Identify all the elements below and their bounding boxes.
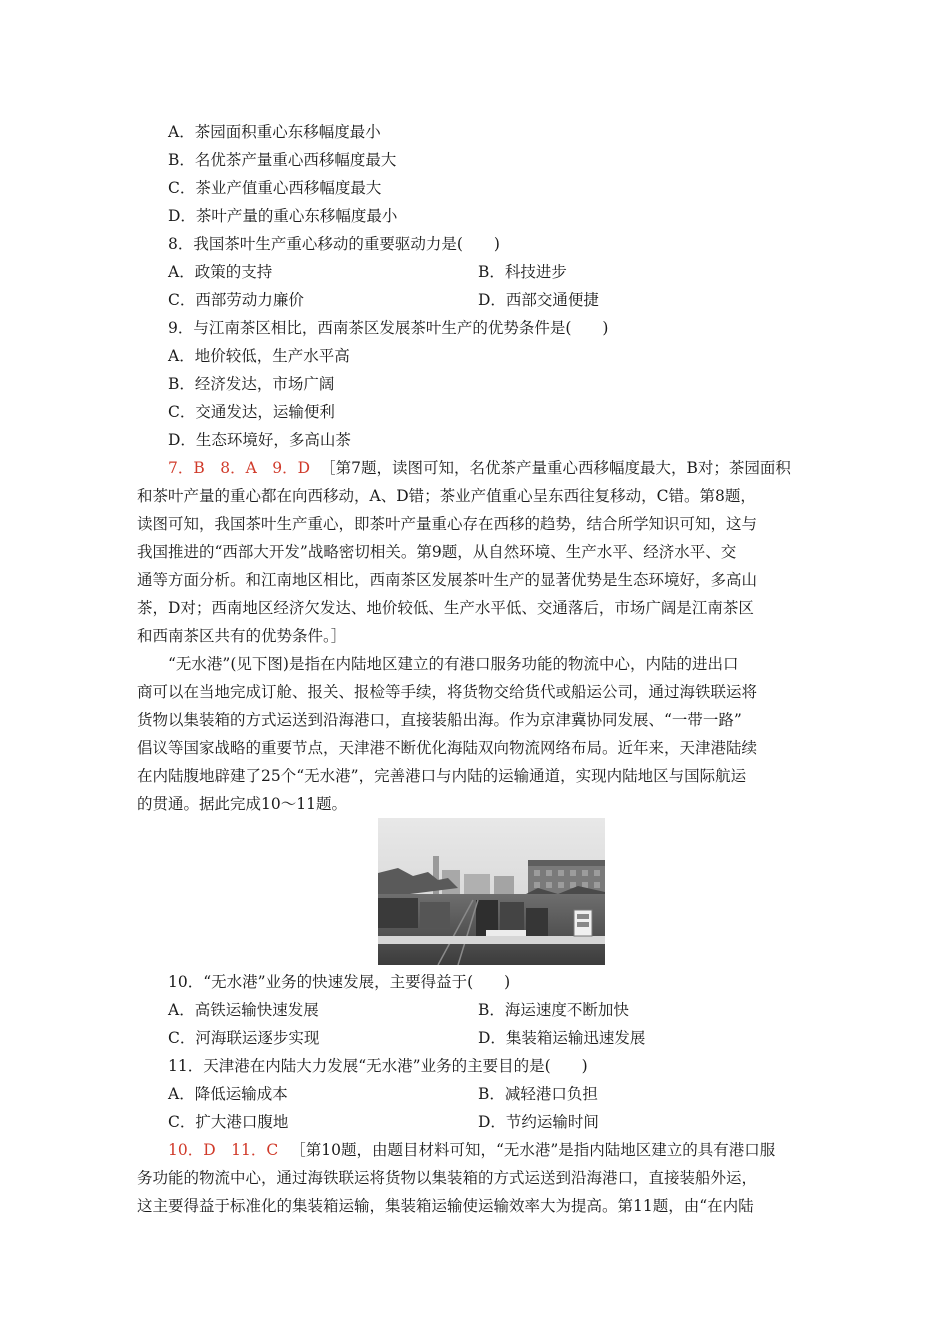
answer-10-11-line-1: 务功能的物流中心，通过海铁联运将货物以集装箱的方式运送到沿海港口，直接装船外运， (137, 1169, 758, 1187)
answer-7-9-line-6: 和西南茶区共有的优势条件。］ (137, 627, 347, 645)
q8-stem: 8．我国茶叶生产重心移动的重要驱动力是( ) (168, 235, 500, 253)
passage-line-0: “无水港”(见下图)是指在内陆地区建立的有港口服务功能的物流中心，内陆的进出口 (168, 655, 739, 673)
answer-10-11-label: 10．D 11．C (168, 1141, 279, 1159)
q11-option-c: C．扩大港口腹地 (168, 1113, 289, 1131)
answer-7-9-line-1: 和茶叶产量的重心都在向西移动，A、D错；茶业产值重心呈东西往复移动，C错。第8题， (137, 487, 756, 505)
q7-option-a: A．茶园面积重心东移幅度最小 (168, 123, 381, 141)
q9-option-d: D．生态环境好，多高山茶 (168, 431, 351, 449)
passage-line-1: 商可以在当地完成订舱、报关、报检等手续，将货物交给货代或船运公司，通过海铁联运将 (137, 683, 758, 701)
q8-option-a: A．政策的支持 (168, 263, 273, 281)
answer-7-9-first-line (168, 458, 791, 478)
q11-stem: 11．天津港在内陆大力发展“无水港”业务的主要目的是( ) (168, 1057, 588, 1075)
passage-line-3: 倡议等国家战略的重要节点，天津港不断优化海陆双向物流网络布局。近年来，天津港陆续 (137, 739, 758, 757)
q10-option-c: C．河海联运逐步实现 (168, 1029, 320, 1047)
q8-option-c: C．西部劳动力廉价 (168, 291, 304, 309)
answer-10-11-line-0: ［第10题，由题目材料可知，“无水港”是指内陆地区建立的具有港口服 (290, 1141, 776, 1159)
passage-line-5: 的贯通。据此完成10～11题。 (137, 795, 347, 813)
q10-option-b: B．海运速度不断加快 (478, 1001, 629, 1019)
answer-7-9-line-3: 我国推进的“西部大开发”战略密切相关。第9题，从自然环境、生产水平、经济水平、交 (137, 543, 737, 561)
q10-option-a: A．高铁运输快速发展 (168, 1001, 319, 1019)
passage-line-2: 货物以集装箱的方式运送到沿海港口，直接装船出海。作为京津冀协同发展、“一带一路” (137, 711, 742, 729)
q8-option-b: B．科技进步 (478, 263, 567, 281)
answer-7-9-label: 7．B 8．A 9．D (168, 459, 311, 477)
answer-10-11-line-2: 这主要得益于标准化的集装箱运输，集装箱运输使运输效率大为提高。第11题，由“在内陆 (137, 1197, 754, 1215)
dry-port-photo (378, 818, 605, 965)
q9-option-c: C．交通发达，运输便利 (168, 403, 335, 421)
q7-option-b: B．名优茶产量重心西移幅度最大 (168, 151, 397, 169)
answer-7-9-line-4: 通等方面分析。和江南地区相比，西南茶区发展茶叶生产的显著优势是生态环境好，多高山 (137, 571, 758, 589)
answer-7-9-line-2: 读图可知，我国茶叶生产重心，即茶叶产量重心存在西移的趋势，结合所学知识可知，这与 (137, 515, 758, 533)
q9-stem: 9．与江南茶区相比，西南茶区发展茶叶生产的优势条件是( ) (168, 319, 609, 337)
q11-option-a: A．降低运输成本 (168, 1085, 288, 1103)
q8-option-d: D．西部交通便捷 (478, 291, 599, 309)
passage-line-4: 在内陆腹地辟建了25个“无水港”，完善港口与内陆的运输通道，实现内陆地区与国际航运 (137, 767, 747, 785)
q11-option-b: B．减轻港口负担 (478, 1085, 598, 1103)
answer-7-9-line-5: 茶，D对；西南地区经济欠发达、地价较低、生产水平低、交通落后，市场广阔是江南茶区 (137, 599, 754, 617)
q9-option-a: A．地价较低，生产水平高 (168, 347, 350, 365)
q9-option-b: B．经济发达，市场广阔 (168, 375, 335, 393)
answer-7-9-line-0: ［第7题，读图可知，名优茶产量重心西移幅度最大，B对；茶园面积 (320, 459, 791, 477)
q10-option-d: D．集装箱运输迅速发展 (478, 1029, 646, 1047)
q10-stem: 10．“无水港”业务的快速发展，主要得益于( ) (168, 973, 511, 991)
q7-option-c: C．茶业产值重心西移幅度最大 (168, 179, 382, 197)
answer-10-11-first-line (168, 1140, 775, 1160)
q7-option-d: D．茶叶产量的重心东移幅度最小 (168, 207, 398, 225)
q11-option-d: D．节约运输时间 (478, 1113, 599, 1131)
